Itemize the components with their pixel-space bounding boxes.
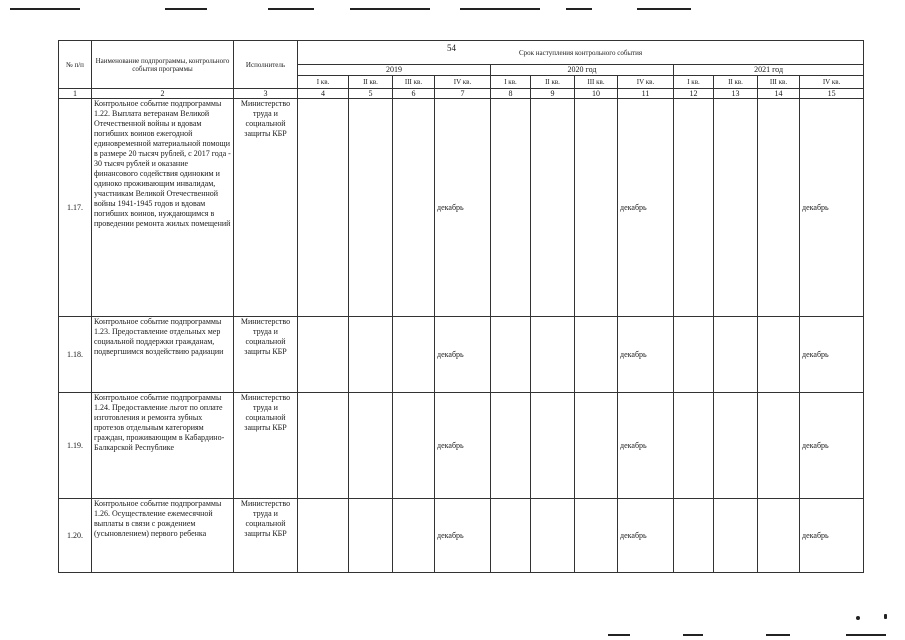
column-number: 9 (531, 89, 575, 99)
header-quarter: II кв. (714, 76, 758, 89)
row-name: Контрольное событие подпрограммы 1.23. Предоставление отдельных мер социальной поддержки гражданам, подвергшимся воздействию радиации (92, 317, 234, 393)
header-quarter: IV кв. (618, 76, 674, 89)
quarter-cell (714, 99, 758, 317)
header-no: № п/п (59, 41, 92, 89)
table-row (59, 499, 864, 573)
row-executor: Министерство труда и социальной защиты КБР (234, 317, 298, 393)
quarter-cell: декабрь (435, 317, 491, 393)
scan-artifact-bottom (608, 634, 630, 636)
column-number: 12 (674, 89, 714, 99)
quarter-cell (491, 393, 531, 499)
quarter-cell (491, 499, 531, 573)
quarter-cell: декабрь (800, 317, 864, 393)
row-name: Контрольное событие подпрограммы 1.26. Осуществление ежемесячной выплаты в связи с рождением (усыновлением) первого ребенка (92, 499, 234, 573)
row-number: 1.19. (59, 393, 92, 499)
quarter-cell (575, 99, 618, 317)
row-executor: Министерство труда и социальной защиты КБР (234, 393, 298, 499)
column-number: 8 (491, 89, 531, 99)
quarter-cell (349, 393, 393, 499)
quarter-cell (349, 99, 393, 317)
quarter-cell (298, 499, 349, 573)
scan-artifact-bottom (766, 634, 790, 636)
column-number: 5 (349, 89, 393, 99)
quarter-cell: декабрь (618, 393, 674, 499)
quarter-cell (758, 317, 800, 393)
quarter-cell (349, 499, 393, 573)
quarter-cell (393, 499, 435, 573)
quarter-cell (575, 499, 618, 573)
quarter-cell: декабрь (618, 317, 674, 393)
scan-artifact-top (460, 8, 540, 10)
quarter-cell (298, 99, 349, 317)
column-number: 15 (800, 89, 864, 99)
column-number: 6 (393, 89, 435, 99)
quarter-cell (758, 393, 800, 499)
header-quarter: III кв. (758, 76, 800, 89)
page-number: 54 (447, 43, 456, 53)
quarter-cell (575, 393, 618, 499)
quarter-cell (674, 499, 714, 573)
scan-speck (884, 614, 887, 619)
quarter-cell: декабрь (435, 393, 491, 499)
scan-speck (856, 616, 860, 620)
quarter-cell (298, 393, 349, 499)
row-number: 1.18. (59, 317, 92, 393)
row-executor: Министерство труда и социальной защиты КБР (234, 99, 298, 317)
header-year-2021: 2021 год (674, 65, 864, 76)
header-quarter: III кв. (575, 76, 618, 89)
row-executor: Министерство труда и социальной защиты КБР (234, 499, 298, 573)
header-quarter: I кв. (674, 76, 714, 89)
quarter-cell (531, 393, 575, 499)
header-quarter: II кв. (349, 76, 393, 89)
table-row (59, 317, 864, 393)
quarter-cell (714, 393, 758, 499)
scan-artifact-top (10, 8, 80, 10)
header-deadline: Срок наступления контрольного события (298, 41, 864, 65)
header-year-2020: 2020 год (491, 65, 674, 76)
column-number: 11 (618, 89, 674, 99)
quarter-cell (575, 317, 618, 393)
scan-artifact-top (566, 8, 592, 10)
quarter-cell (758, 499, 800, 573)
header-quarter: IV кв. (800, 76, 864, 89)
column-number: 10 (575, 89, 618, 99)
scan-artifact-top (350, 8, 430, 10)
quarter-cell (349, 317, 393, 393)
header-executor: Исполнитель (234, 41, 298, 89)
row-number: 1.20. (59, 499, 92, 573)
scan-artifact-bottom (683, 634, 703, 636)
quarter-cell (491, 317, 531, 393)
header-year-2019: 2019 (298, 65, 491, 76)
scan-artifact-top (268, 8, 314, 10)
header-quarter: III кв. (393, 76, 435, 89)
quarter-cell (393, 393, 435, 499)
column-number: 2 (92, 89, 234, 99)
column-number: 4 (298, 89, 349, 99)
scan-artifact-bottom (846, 634, 886, 636)
quarter-cell: декабрь (800, 499, 864, 573)
quarter-cell (714, 317, 758, 393)
control-events-table (58, 40, 864, 573)
quarter-cell (298, 317, 349, 393)
quarter-cell (674, 317, 714, 393)
quarter-cell (758, 99, 800, 317)
quarter-cell (674, 393, 714, 499)
row-name: Контрольное событие подпрограммы 1.24. Предоставление льгот по оплате изготовления и ремонта зубных протезов отдельным категориям граждан, проживающим в Кабардино-Балкарской Республике (92, 393, 234, 499)
header-name: Наименование подпрограммы, контрольного события программы (92, 41, 234, 89)
column-number-row (59, 89, 864, 99)
quarter-cell: декабрь (435, 99, 491, 317)
column-number: 14 (758, 89, 800, 99)
row-number: 1.17. (59, 99, 92, 317)
quarter-cell (531, 499, 575, 573)
scan-artifact-top (637, 8, 691, 10)
quarter-cell: декабрь (800, 99, 864, 317)
quarter-cell: декабрь (618, 499, 674, 573)
quarter-cell: декабрь (618, 99, 674, 317)
quarter-cell (393, 317, 435, 393)
header-quarter: IV кв. (435, 76, 491, 89)
table-row (59, 393, 864, 499)
header-row-1 (59, 41, 864, 65)
quarter-cell: декабрь (435, 499, 491, 573)
quarter-cell (531, 317, 575, 393)
header-quarter: I кв. (491, 76, 531, 89)
column-number: 13 (714, 89, 758, 99)
column-number: 3 (234, 89, 298, 99)
quarter-cell (393, 99, 435, 317)
column-number: 7 (435, 89, 491, 99)
scan-artifact-top (165, 8, 207, 10)
quarter-cell (714, 499, 758, 573)
column-number: 1 (59, 89, 92, 99)
header-quarter: II кв. (531, 76, 575, 89)
row-name: Контрольное событие подпрограммы 1.22. Выплата ветеранам Великой Отечественной войны и вдовам погибших воинов ежегодной единовременной материальной помощи в размере 20 тысяч рублей, с 2017 года - 30 тысяч рублей и оказание финансового содействия одиноким и одиноко проживающим инвалидам, участникам Великой Отечественной войны 1941-1945 годов и вдовам погибших воинов, нуждающимся в проведении ремонта жилых помещений (92, 99, 234, 317)
header-quarter: I кв. (298, 76, 349, 89)
quarter-cell (531, 99, 575, 317)
quarter-cell: декабрь (800, 393, 864, 499)
quarter-cell (674, 99, 714, 317)
quarter-cell (491, 99, 531, 317)
table-row (59, 99, 864, 317)
